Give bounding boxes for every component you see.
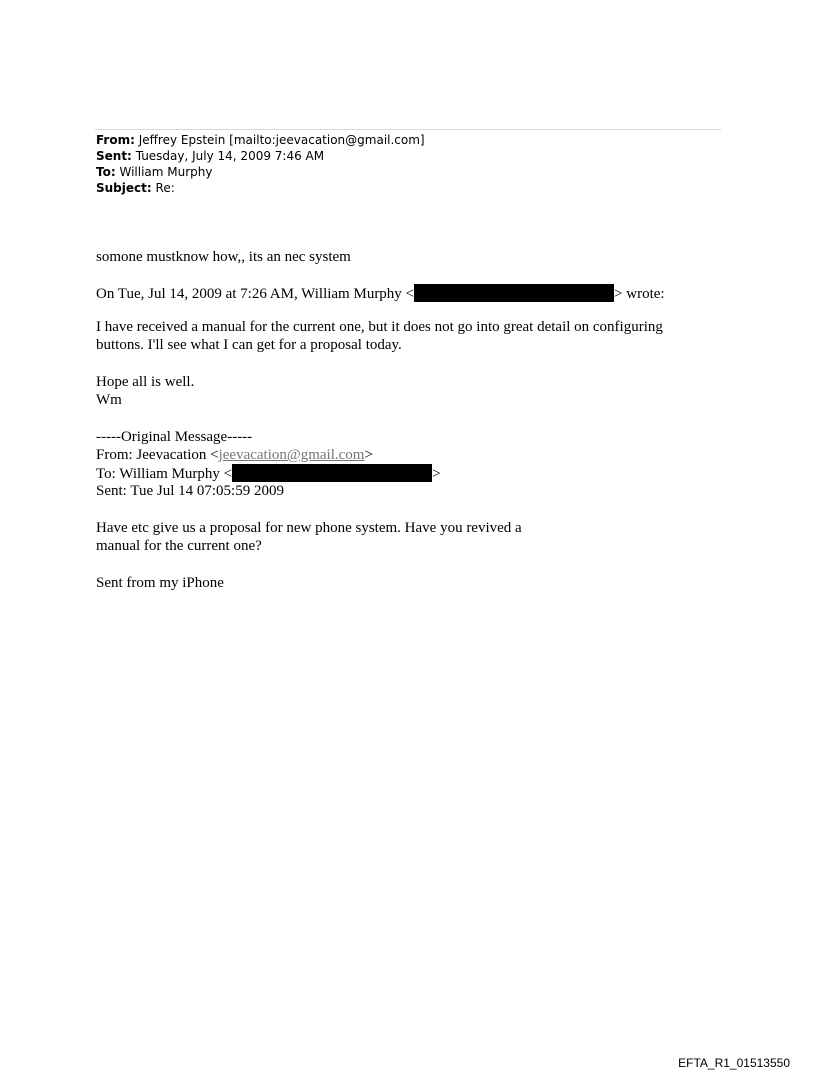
orig-to-line (96, 464, 441, 483)
email-header (96, 132, 425, 196)
subject-label: Subject: (96, 181, 152, 195)
closing-line-1: Hope all is well. (96, 374, 195, 390)
sent-row (96, 148, 425, 164)
orig-body-line-2: manual for the current one? (96, 538, 262, 554)
orig-from-post: > (364, 447, 373, 463)
sent-label: Sent: (96, 149, 132, 163)
orig-sent-line: Sent: Tue Jul 14 07:05:59 2009 (96, 483, 284, 499)
orig-to-pre: To: William Murphy < (96, 466, 233, 482)
orig-from-email-link[interactable]: jeevacation@gmail.com (218, 447, 365, 463)
sent-value: Tuesday, July 14, 2009 7:46 AM (135, 149, 325, 163)
from-row (96, 132, 425, 148)
closing-line-2: Wm (96, 392, 122, 408)
murphy-para-line-1: I have received a manual for the current one, but it does not go into great detail on configuring (96, 319, 663, 335)
original-message-marker: -----Original Message----- (96, 429, 253, 445)
murphy-para-line-2: buttons. I'll see what I can get for a proposal today. (96, 337, 402, 353)
to-value: William Murphy (119, 165, 213, 179)
orig-from-pre: From: Jeevacation < (96, 447, 219, 463)
signature: Sent from my iPhone (96, 575, 224, 591)
subject-row (96, 180, 425, 196)
from-label: From: (96, 133, 135, 147)
quote-intro-pre: On Tue, Jul 14, 2009 at 7:26 AM, William Murphy < (96, 286, 415, 302)
orig-from-line (96, 446, 373, 464)
from-value: Jeffrey Epstein [mailto:jeevacation@gmail.com] (138, 133, 425, 147)
to-row (96, 164, 425, 180)
to-label: To: (96, 165, 116, 179)
orig-to-post: > (432, 466, 441, 482)
reply-line: somone mustknow how,, its an nec system (96, 249, 351, 265)
quote-intro-post: > wrote: (614, 286, 665, 302)
orig-body-line-1: Have etc give us a proposal for new phone system. Have you revived a (96, 520, 522, 536)
document-id: EFTA_R1_01513550 (678, 1056, 790, 1070)
redaction-block (414, 284, 614, 302)
redaction-block (232, 464, 432, 482)
header-divider (95, 129, 721, 130)
subject-value: Re: (155, 181, 175, 195)
quote-intro (96, 284, 665, 303)
